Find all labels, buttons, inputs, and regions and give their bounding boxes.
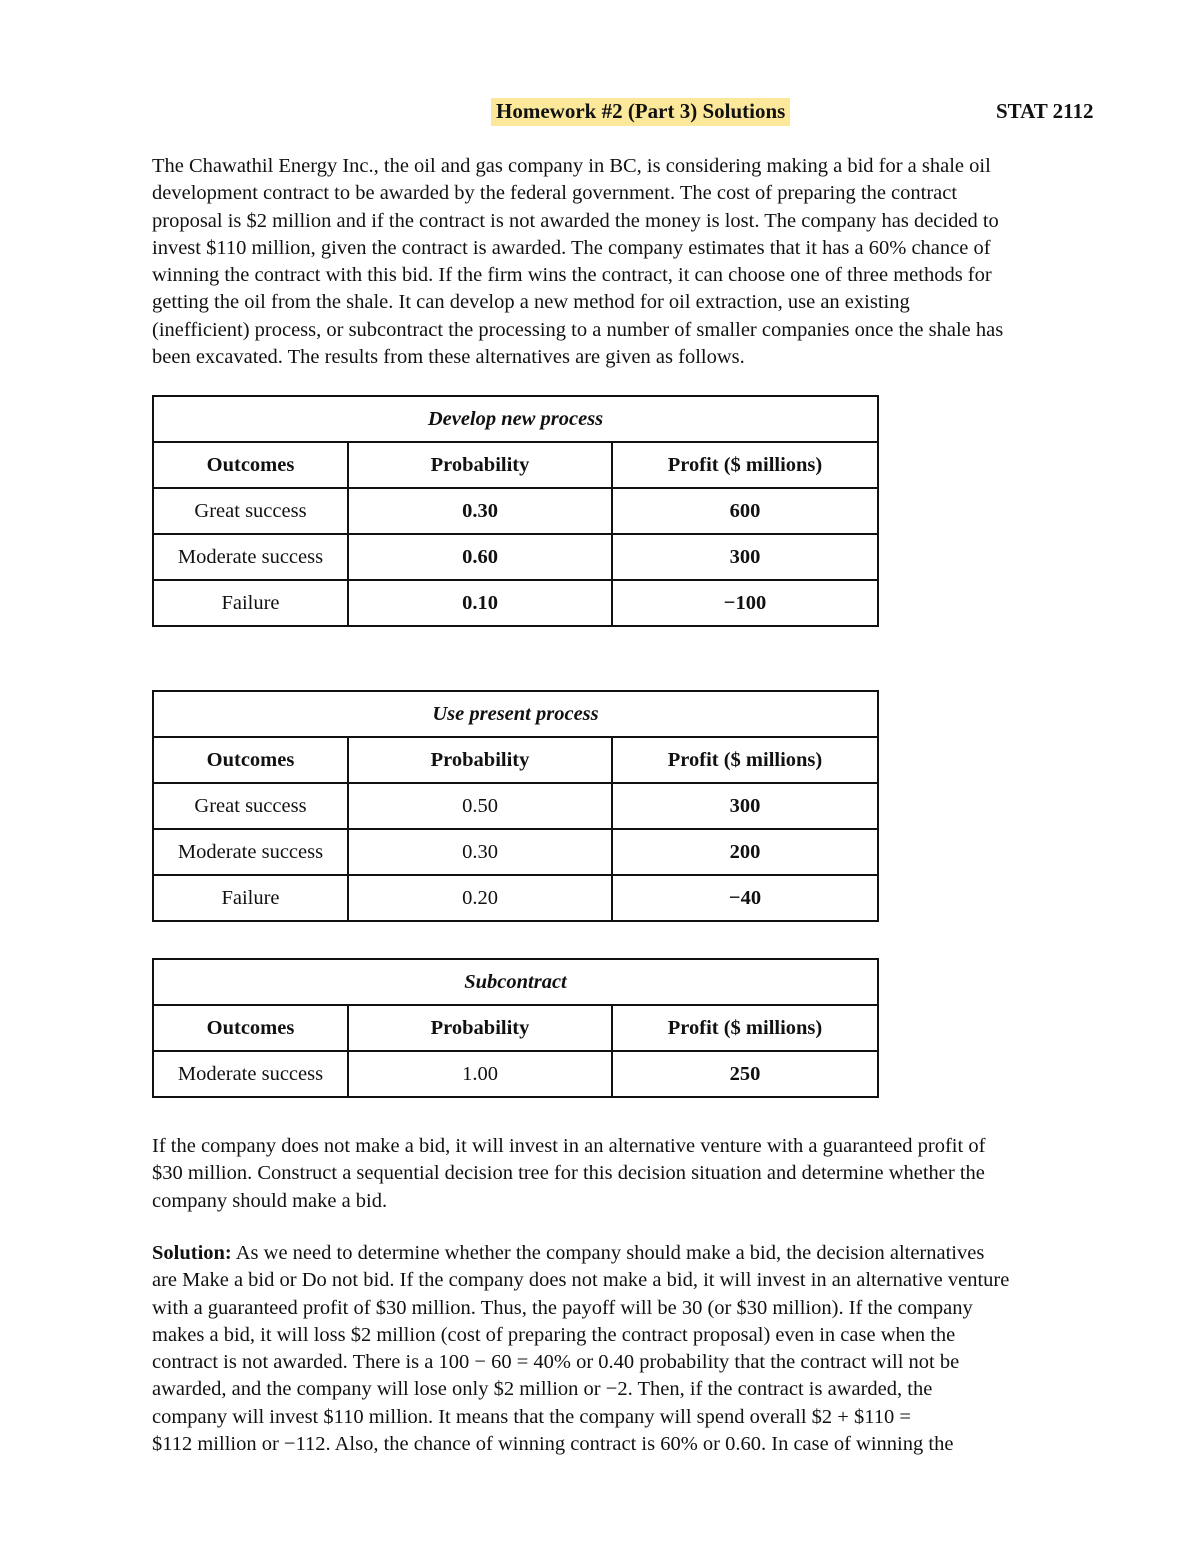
text-line: awarded, and the company will lose only $2 million or −2. Then, if the contract is awarded, the [152,1378,933,1401]
subcontract-table [152,958,879,1098]
probability-cell: 0.50 [348,783,612,829]
intro-paragraph [152,153,1142,371]
profit-cell: 250 [612,1051,878,1097]
page-header [0,98,1200,128]
text-line: company should make a bid. [152,1189,388,1212]
develop-new-process-table [152,395,879,627]
text-line: are Make a bid or Do not bid. If the company does not make a bid, it will invest in an alternative venture [152,1269,1010,1292]
text-line: invest $110 million, given the contract is awarded. The company estimates that it has a 60% chance of [152,236,991,259]
table-row [153,829,878,875]
question-paragraph [152,1133,1142,1215]
profit-cell: 300 [612,534,878,580]
header-probability: Probability [348,1005,612,1051]
probability-cell: 0.20 [348,875,612,921]
profit-cell: 200 [612,829,878,875]
profit-cell: 300 [612,783,878,829]
probability-cell: 0.30 [348,488,612,534]
probability-cell: 0.10 [348,580,612,626]
header-probability: Probability [348,737,612,783]
table-caption: Subcontract [153,959,878,1005]
outcome-cell: Great success [153,488,348,534]
profit-cell: −40 [612,875,878,921]
text-line: contract is not awarded. There is a 100 − 60 = 40% or 0.40 probability that the contract will not be [152,1351,960,1374]
table-caption: Use present process [153,691,878,737]
outcome-cell: Failure [153,875,348,921]
profit-cell: −100 [612,580,878,626]
probability-cell: 1.00 [348,1051,612,1097]
outcome-cell: Moderate success [153,829,348,875]
table-row [153,783,878,829]
text-line [152,1240,1142,1267]
text-line: getting the oil from the shale. It can develop a new method for oil extraction, use an existing [152,291,910,314]
header-outcomes: Outcomes [153,1005,348,1051]
text-line: The Chawathil Energy Inc., the oil and gas company in BC, is considering making a bid for a shale oil [152,155,991,177]
text-line: makes a bid, it will loss $2 million (cost of preparing the contract proposal) even in case when the [152,1323,956,1346]
header-profit: Profit ($ millions) [612,442,878,488]
table-row [153,580,878,626]
use-present-process-table [152,690,879,922]
table-row [153,1051,878,1097]
solution-first-line: As we need to determine whether the company should make a bid, the decision alternatives [235,1242,985,1264]
outcome-cell: Moderate success [153,534,348,580]
text-line: company will invest $110 million. It means that the company will spend overall $2 + $110 = [152,1405,911,1428]
text-line: development contract to be awarded by the federal government. The cost of preparing the contract [152,182,958,205]
text-line: $112 million or −112. Also, the chance of winning contract is 60% or 0.60. In case of winning the [152,1433,954,1456]
text-line: If the company does not make a bid, it will invest in an alternative venture with a guaranteed profit of [152,1135,986,1157]
header-profit: Profit ($ millions) [612,737,878,783]
table-row [153,875,878,921]
probability-cell: 0.30 [348,829,612,875]
solution-paragraph [152,1240,1142,1458]
header-outcomes: Outcomes [153,737,348,783]
header-outcomes: Outcomes [153,442,348,488]
text-line: $30 million. Construct a sequential decision tree for this decision situation and determine whether the [152,1162,985,1185]
table-row [153,534,878,580]
outcome-cell: Great success [153,783,348,829]
outcome-cell: Moderate success [153,1051,348,1097]
solution-label: Solution: [152,1242,232,1264]
course-code: STAT 2112 [996,99,1094,123]
text-line: winning the contract with this bid. If the firm wins the contract, it can choose one of three methods for [152,264,992,287]
text-line: (inefficient) process, or subcontract the processing to a number of smaller companies once the shale has [152,318,1004,341]
homework-title: Homework #2 (Part 3) Solutions [491,98,790,126]
header-profit: Profit ($ millions) [612,1005,878,1051]
table-caption: Develop new process [153,396,878,442]
text-line: been excavated. The results from these alternatives are given as follows. [152,346,745,369]
outcome-cell: Failure [153,580,348,626]
probability-cell: 0.60 [348,534,612,580]
text-line: with a guaranteed profit of $30 million. Thus, the payoff will be 30 (or $30 million). If the company [152,1296,973,1319]
table-row [153,488,878,534]
profit-cell: 600 [612,488,878,534]
text-line: proposal is $2 million and if the contract is not awarded the money is lost. The company has decided to [152,209,999,232]
header-probability: Probability [348,442,612,488]
